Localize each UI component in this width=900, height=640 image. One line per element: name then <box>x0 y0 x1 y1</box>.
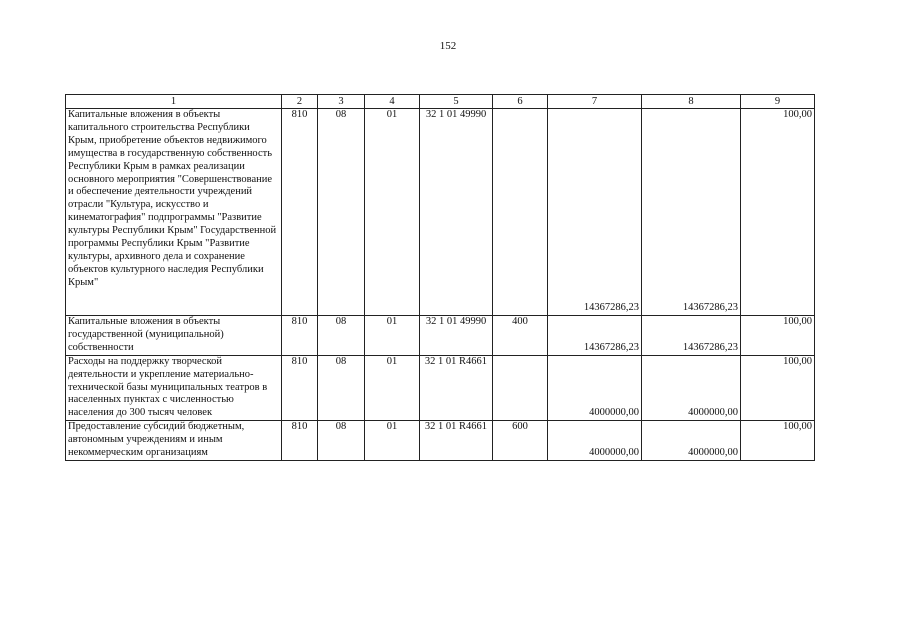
row-description: Капитальные вложения в объекты государственной (муниципальной) собственности <box>66 316 282 356</box>
executed-amount: 4000000,00 <box>642 421 741 461</box>
column-header: 4 <box>365 95 420 109</box>
planned-amount: 14367286,23 <box>548 109 642 316</box>
page-number: 152 <box>439 40 457 52</box>
subsection-code: 01 <box>365 316 420 356</box>
ministry-code: 810 <box>282 316 318 356</box>
column-header: 5 <box>420 95 493 109</box>
column-header: 6 <box>493 95 548 109</box>
section-code: 08 <box>318 109 365 316</box>
table-row <box>66 316 815 356</box>
row-description: Предоставление субсидий бюджетным, автономным учреждениям и иным некоммерческим организациям <box>66 421 282 461</box>
planned-amount: 14367286,23 <box>548 316 642 356</box>
expense-type-code: 400 <box>493 316 548 356</box>
executed-amount: 14367286,23 <box>642 316 741 356</box>
section-code: 08 <box>318 421 365 461</box>
expense-type-code: 600 <box>493 421 548 461</box>
planned-amount: 4000000,00 <box>548 355 642 421</box>
expense-type-code <box>493 109 548 316</box>
table-row <box>66 421 815 461</box>
target-article-code: 32 1 01 R4661 <box>420 421 493 461</box>
budget-table <box>65 94 815 461</box>
table-header-row <box>66 95 815 109</box>
table-row <box>66 355 815 421</box>
section-code: 08 <box>318 316 365 356</box>
execution-percent: 100,00 <box>741 421 815 461</box>
subsection-code: 01 <box>365 355 420 421</box>
ministry-code: 810 <box>282 355 318 421</box>
column-header: 1 <box>66 95 282 109</box>
row-description: Расходы на поддержку творческой деятельности и укрепление материально-технической базы муниципальных театров в населенных пунктах с численностью населения до 300 тысяч человек <box>66 355 282 421</box>
ministry-code: 810 <box>282 109 318 316</box>
executed-amount: 14367286,23 <box>642 109 741 316</box>
executed-amount: 4000000,00 <box>642 355 741 421</box>
column-header: 7 <box>548 95 642 109</box>
column-header: 2 <box>282 95 318 109</box>
column-header: 9 <box>741 95 815 109</box>
execution-percent: 100,00 <box>741 316 815 356</box>
expense-type-code <box>493 355 548 421</box>
row-description: Капитальные вложения в объекты капитального строительства Республики Крым, приобретение объектов недвижимого имущества в государственную собственность Республики Крым в рамках реализации основного мероприятия "Совершенствование и обеспечение деятельности учреждений отрасли "Культура, искусство и кинематография" подпрограммы "Развитие культуры Республики Крым" Государственной программы Республики Крым "Развитие культуры, архивного дела и сохранение объектов культурного наследия Республики Крым" <box>66 109 282 316</box>
execution-percent: 100,00 <box>741 109 815 316</box>
subsection-code: 01 <box>365 421 420 461</box>
subsection-code: 01 <box>365 109 420 316</box>
column-header: 8 <box>642 95 741 109</box>
target-article-code: 32 1 01 49990 <box>420 316 493 356</box>
column-header: 3 <box>318 95 365 109</box>
target-article-code: 32 1 01 49990 <box>420 109 493 316</box>
planned-amount: 4000000,00 <box>548 421 642 461</box>
ministry-code: 810 <box>282 421 318 461</box>
section-code: 08 <box>318 355 365 421</box>
table-row <box>66 109 815 316</box>
execution-percent: 100,00 <box>741 355 815 421</box>
target-article-code: 32 1 01 R4661 <box>420 355 493 421</box>
